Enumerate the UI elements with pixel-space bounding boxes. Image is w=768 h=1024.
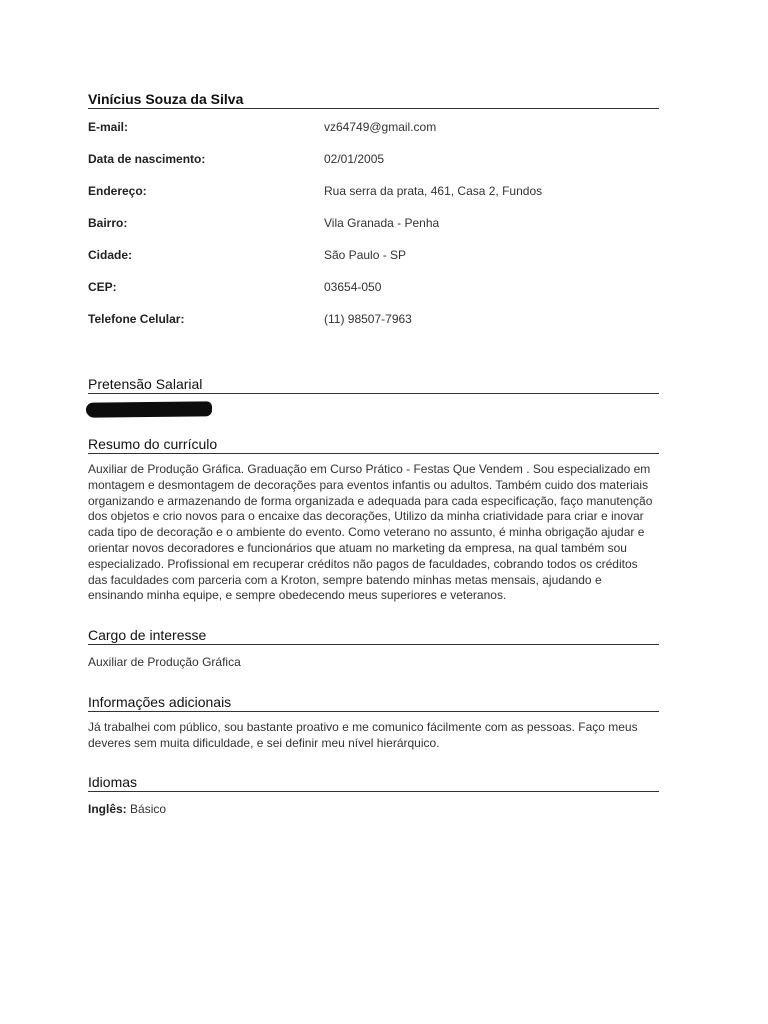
section-title-summary: Resumo do currículo <box>88 436 659 454</box>
position-section <box>88 627 659 671</box>
info-label: E-mail: <box>88 120 129 134</box>
info-label: Bairro: <box>88 216 128 230</box>
section-title-additional: Informações adicionais <box>88 694 659 712</box>
resume-document <box>88 91 659 816</box>
info-row-city <box>88 239 659 271</box>
info-value: 03654-050 <box>324 280 382 294</box>
additional-section <box>88 694 659 752</box>
info-value: (11) 98507-7963 <box>324 312 412 326</box>
section-title-salary: Pretensão Salarial <box>88 376 659 394</box>
info-row-address <box>88 175 659 207</box>
language-level: Básico <box>130 801 167 816</box>
salary-value-redacted <box>88 403 218 419</box>
section-title-languages: Idiomas <box>88 774 659 792</box>
info-value: Vila Granada - Penha <box>324 216 440 230</box>
info-row-email <box>88 111 659 143</box>
redaction-scribble <box>86 401 212 417</box>
language-name: Inglês: <box>88 801 127 816</box>
info-label: Cidade: <box>88 248 133 262</box>
summary-text: Auxiliar de Produção Gráfica. Graduação em Curso Prático - Festas Que Vendem . Sou especializado em montagem e desmontagem de decorações para eventos infantis ou adultos. Também cuido dos materiais organizando e armazenando de forma organizada e adequada para cada especificação, faço manutenção dos objetos e crio novos para o encaixe das decorações, Utilizo da minha criatividade para criar e inovar cada tipo de decoração e o ambiente do evento. Como veterano no assunto, é minha obrigação ajudar e orientar novos decoradores e funcionários que atuam no marketing da empresa, na qual também sou especializado. Profissional em recuperar créditos não pagos de faculdades, cobrando todos os créditos das faculdades com parceria com a Kroton, sempre batendo minhas metas mensais, ajudando e ensinando minha equipe, e sempre obedecendo meus superiores e veteranos. <box>88 462 653 603</box>
info-label: Endereço: <box>88 184 147 198</box>
info-value: 02/01/2005 <box>324 152 385 166</box>
summary-section <box>88 436 659 604</box>
info-label: Data de nascimento: <box>88 152 206 166</box>
salary-section <box>88 376 659 419</box>
info-value: Rua serra da prata, 461, Casa 2, Fundos <box>324 184 543 198</box>
position-value: Auxiliar de Produção Gráfica <box>88 655 241 670</box>
info-row-neighborhood <box>88 207 659 239</box>
personal-info-list <box>88 111 659 335</box>
section-title-position: Cargo de interesse <box>88 627 659 645</box>
additional-text: Já trabalhei com público, sou bastante proativo e me comunico fácilmente com as pessoas. Faço meus deveres sem muita dificuldade, e sei definir meu nível hierárquico. <box>88 719 638 750</box>
info-value: São Paulo - SP <box>324 248 407 262</box>
info-row-birthdate <box>88 143 659 175</box>
info-value: vz64749@gmail.com <box>324 120 437 134</box>
candidate-name: Vinícius Souza da Silva <box>88 91 659 109</box>
info-row-zipcode <box>88 271 659 303</box>
languages-section <box>88 774 659 816</box>
language-item <box>88 802 659 816</box>
info-label: CEP: <box>88 280 117 294</box>
info-label: Telefone Celular: <box>88 312 185 326</box>
info-row-mobile-phone <box>88 303 659 335</box>
